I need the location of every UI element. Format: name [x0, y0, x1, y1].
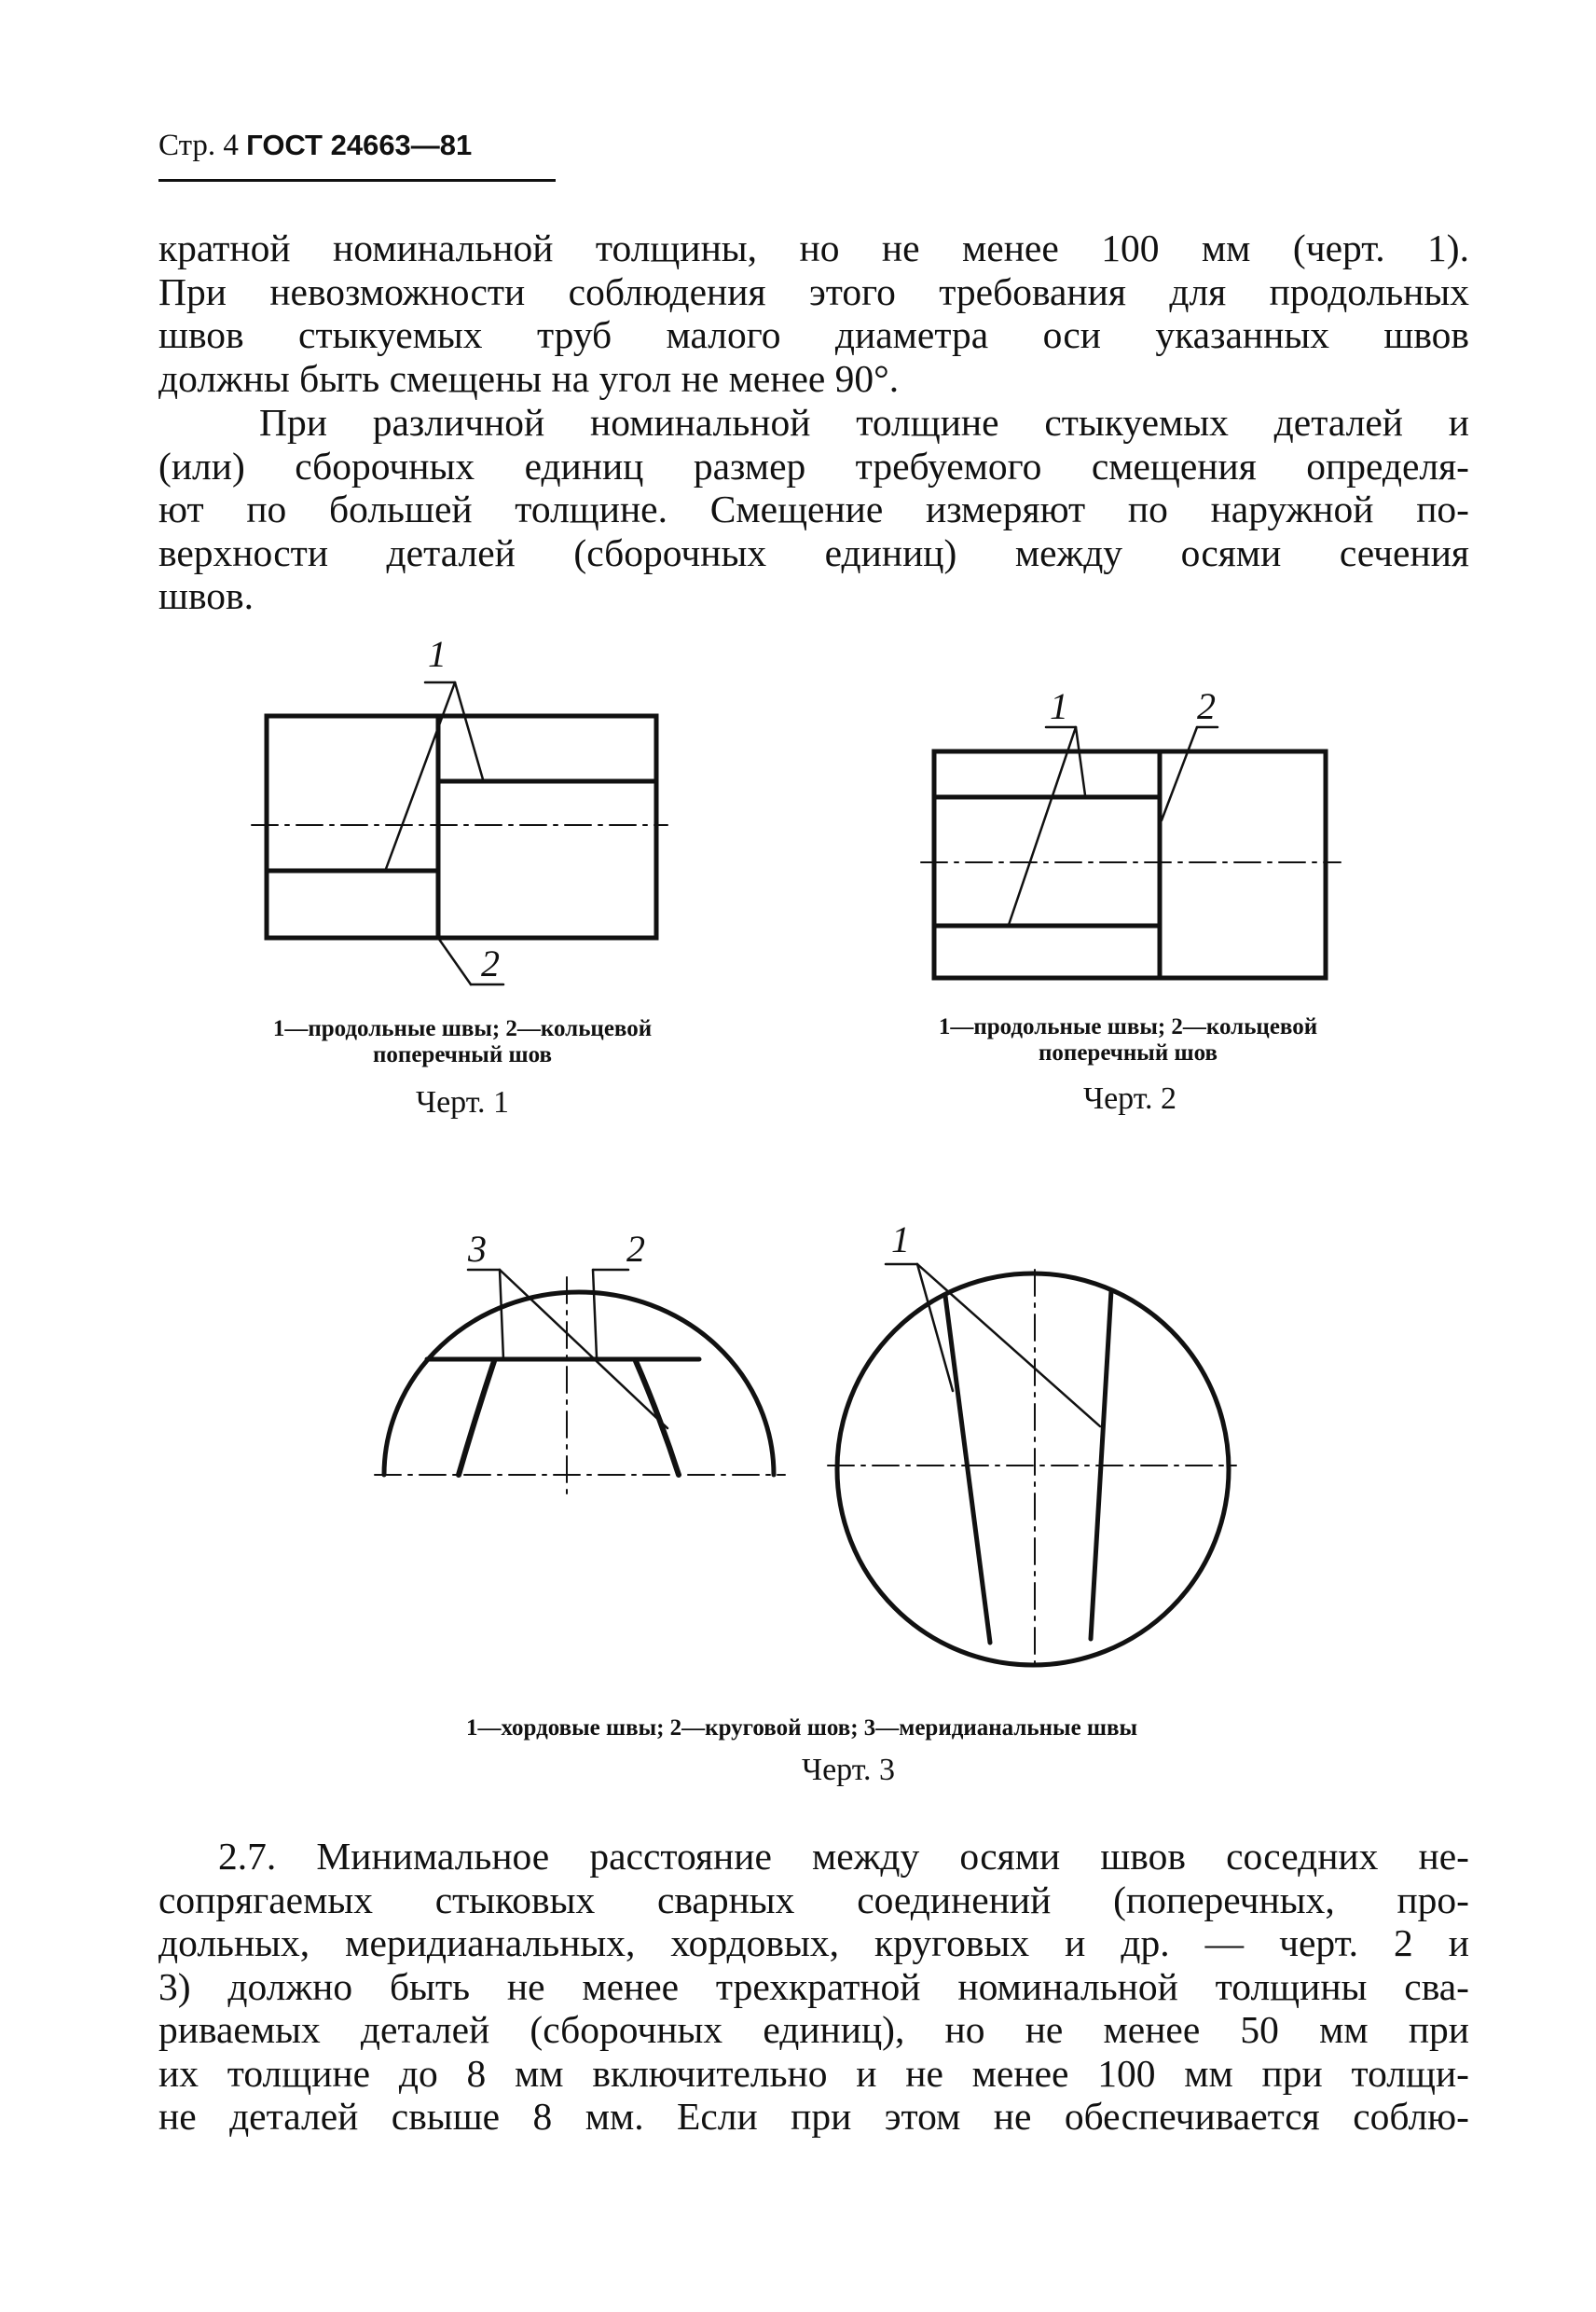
paragraph-line: их толщине до 8 мм включительно и не менее 100 мм при толщи-: [158, 2051, 1469, 2095]
paragraph-line: должны быть смещены на угол не менее 90°.: [158, 356, 900, 400]
paragraph-line: не деталей свыше 8 мм. Если при этом не обеспечивается соблю-: [158, 2095, 1469, 2138]
paragraph-line: дольных, меридианальных, хордовых, круговых и др. — черт. 2 и: [158, 1921, 1469, 1964]
paragraph-line: ют по большей толщине. Смещение измеряют по наружной по-: [158, 488, 1469, 530]
paragraph-line: риваемых деталей (сборочных единиц), но не менее 50 мм при: [158, 2008, 1469, 2051]
paragraph-line: швов стыкуемых труб малого диаметра оси указанных швов: [158, 313, 1469, 356]
fig3-label-2: 2: [626, 1228, 645, 1270]
fig2-caption: [865, 1014, 1391, 1067]
fig1-caption-line1: 1—продольные швы; 2—кольцевой: [272, 1016, 653, 1041]
fig1-label-1: 1: [428, 633, 447, 675]
fig1-drawing: [252, 682, 667, 984]
paragraph-3: [158, 1835, 1469, 2139]
paragraph-line: При невозможности соблюдения этого требования для продольных: [158, 269, 1469, 313]
fig2-label-1: 1: [1050, 685, 1068, 727]
fig2-title: Черт. 2: [1082, 1081, 1177, 1116]
fig2-caption-line1: 1—продольные швы; 2—кольцевой: [938, 1014, 1318, 1039]
paragraph-line: сопрягаемых стыковых сварных соединений (поперечных, про-: [158, 1878, 1469, 1921]
fig2-label-2: 2: [1197, 685, 1216, 727]
paragraph-line: При различной номинальной толщине стыкуемых деталей и: [259, 401, 1469, 444]
fig3-title: Черт. 3: [801, 1753, 896, 1787]
fig3-caption: 1—хордовые швы; 2—круговой шов; 3—меридианальные швы: [465, 1715, 1138, 1741]
fig3-circle-drawing: [828, 1264, 1236, 1669]
fig1-caption-line2: поперечный шов: [373, 1042, 552, 1067]
fig2-drawing: [921, 727, 1341, 978]
fig1-title: Черт. 1: [415, 1085, 510, 1120]
standard-number: ГОСТ 24663—81: [246, 129, 473, 161]
fig2-caption-line2: поперечный шов: [1039, 1040, 1218, 1066]
paragraph-line: швов.: [158, 574, 254, 617]
page-number: Стр. 4: [158, 129, 239, 162]
fig1-label-2: 2: [481, 943, 500, 984]
fig1-caption: [200, 1016, 725, 1068]
paragraph-line: верхности деталей (сборочных единиц) между осями сечения: [158, 530, 1469, 574]
paragraph-line: (или) сборочных единиц размер требуемого смещения определя-: [158, 444, 1469, 488]
fig3-label-1: 1: [891, 1218, 910, 1260]
paragraph-line: 2.7. Минимальное расстояние между осями швов соседних не-: [218, 1835, 1469, 1878]
fig3-hemisphere-drawing: [375, 1270, 785, 1497]
paragraph-line: 3) должно быть не менее трехкратной номинальной толщины сва-: [158, 1964, 1469, 2008]
paragraph-line: кратной номинальной толщины, но не менее 100 мм (черт. 1).: [158, 227, 1469, 269]
fig3-label-3: 3: [468, 1228, 487, 1270]
